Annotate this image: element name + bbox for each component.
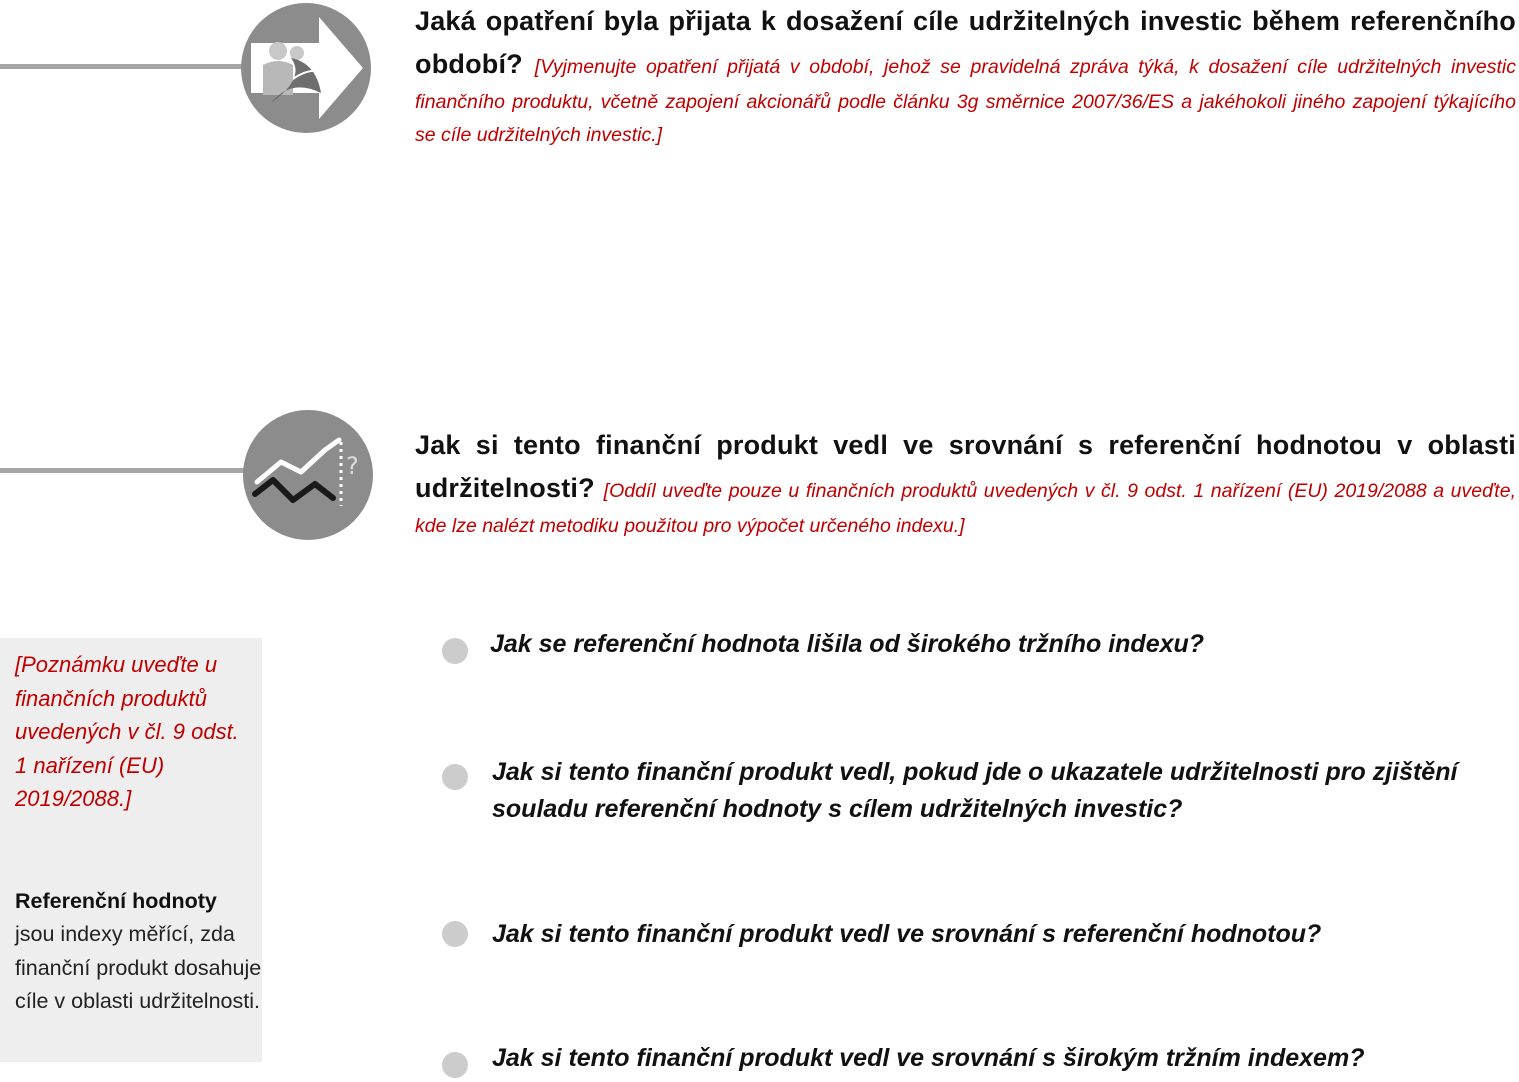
bullet-icon: [442, 764, 468, 790]
section2-note: [Oddíl uveďte pouze u finančních produktů uvedených v čl. 9 odst. 1 nařízení (EU) 2019/2088 a uveďte, kde lze nalézt metodiku použitou pro výpočet určeného indexu.]: [415, 480, 1516, 537]
question-vs-benchmark: Jak si tento finanční produkt vedl ve srovnání s referenční hodnotou?: [492, 920, 1322, 948]
section1-note: [Vyjmenujte opatření přijatá v období, jehož se pravidelná zpráva týká, k dosažení cíle udržitelných investic finančního produktu, včetně zapojení akcionářů podle článku 3g směrnice 2007/36/ES a jakéhokoli jiného zapojení týkajícího se cíle udržitelných investic.]: [415, 56, 1517, 146]
svg-text:?: ?: [346, 452, 359, 480]
sidebar-note: [Poznámku uveďte u finančních produktů uvedených v čl. 9 odst. 1 nařízení (EU) 2019/2088.]: [15, 652, 239, 811]
bullet-icon: [442, 921, 468, 947]
question-benchmark-vs-market: Jak se referenční hodnota lišila od širokého tržního indexu?: [490, 630, 1205, 658]
sidebar-definition-title: Referenční hodnoty: [15, 889, 217, 913]
question-vs-market-index: Jak si tento finanční produkt vedl ve srovnání s širokým tržním indexem?: [492, 1044, 1365, 1072]
section1-connector-line: [0, 64, 250, 69]
trend-chart-question-icon: [243, 410, 373, 540]
section2-text: [415, 424, 1516, 543]
sidebar-panel: [0, 638, 262, 1062]
bullet-icon: [442, 638, 468, 664]
sidebar-definition-body: jsou indexy měřící, zda finanční produkt dosahuje cíle v oblasti udržitelnosti.: [15, 922, 262, 1013]
bullet-icon: [442, 1052, 468, 1078]
section2-title: Jak si tento finanční produkt vedl ve srovnání s referenční hodnotou v oblasti udržitelnosti?: [415, 430, 1516, 503]
hands-leaf-arrow-icon: [241, 3, 371, 133]
section2-connector-line: [0, 468, 250, 473]
section1-title: Jaká opatření byla přijata k dosažení cíle udržitelných investic během referenčního období?: [415, 6, 1516, 79]
question-sustainability-indicators: Jak si tento finanční produkt vedl, pokud jde o ukazatele udržitelnosti pro zjištění souladu referenční hodnoty s cílem udržitelných investic?: [492, 758, 1458, 823]
section1-text: [415, 0, 1516, 152]
